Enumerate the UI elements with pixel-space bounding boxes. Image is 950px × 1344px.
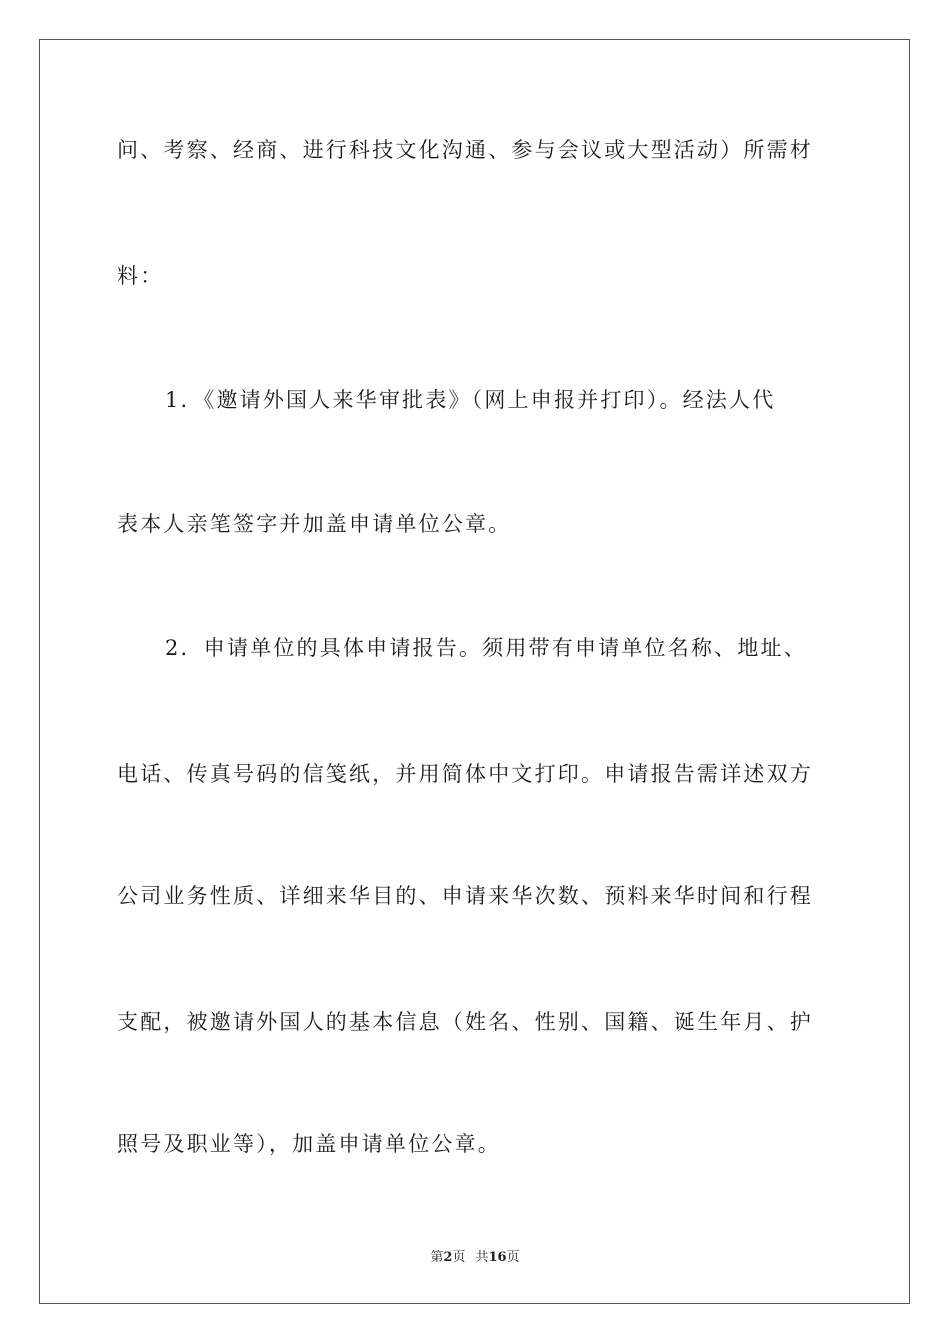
total-suffix: 页 [506, 1250, 520, 1265]
body-line-1: 问、考察、经商、进行科技文化沟通、参与会议或大型活动）所需材 [117, 138, 813, 162]
list-item-2-line-4: 支配，被邀请外国人的基本信息（姓名、性别、国籍、诞生年月、护 [117, 1010, 813, 1034]
list-item-1-line-2: 表本人亲笔签字并加盖申请单位公章。 [117, 512, 512, 536]
list-item-2-line-3: 公司业务性质、详细来华目的、申请来华次数、预料来华时间和行程 [117, 884, 813, 908]
total-pages: 16 [488, 1250, 507, 1265]
list-item-2-line-2: 电话、传真号码的信笺纸，并用简体中文打印。申请报告需详述双方 [117, 762, 813, 786]
page-prefix: 第 [430, 1250, 444, 1265]
list-item-2-line-5: 照号及职业等），加盖申请单位公章。 [117, 1132, 501, 1156]
page-number: 2 [443, 1250, 453, 1265]
page-suffix: 页 [452, 1250, 466, 1265]
list-item-2-line-1: 2．申请单位的具体申请报告。须用带有申请单位名称、地址、 [165, 636, 807, 660]
page-border [39, 39, 910, 1304]
total-prefix: 共 [475, 1250, 489, 1265]
list-item-1-line-1: 1．《邀请外国人来华审批表》（网上申报并打印）。经法人代 [165, 388, 776, 412]
page-footer [0, 1250, 950, 1266]
body-line-2: 料： [117, 264, 164, 288]
